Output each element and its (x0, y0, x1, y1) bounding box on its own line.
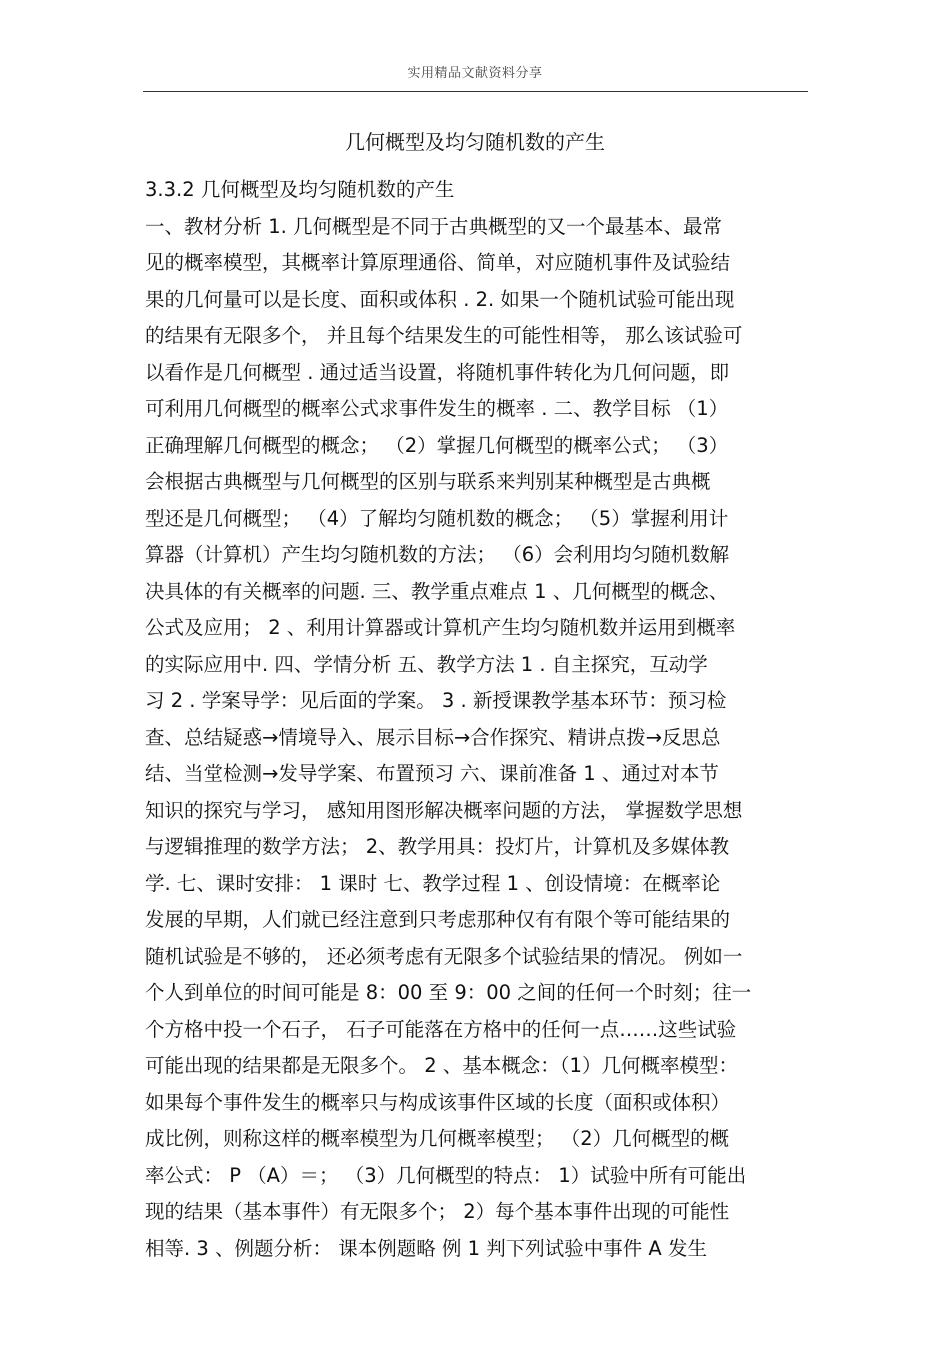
text-line: 率公式： P （A）＝； （3）几何概型的特点： 1）试验中所有可能出 (145, 1163, 747, 1187)
text-line: 见的概率模型，其概率计算原理通俗、简单，对应随机事件及试验结 (145, 251, 731, 274)
document-body (145, 172, 810, 1267)
text-line: 如果每个事件发生的概率只与构成该事件区域的长度（面积或体积） (145, 1090, 731, 1114)
text-line: 算器（计算机）产生均匀随机数的方法； （6）会利用均匀随机数解 (145, 543, 730, 566)
text-line: 现的结果（基本事件）有无限多个； 2）每个基本事件出现的可能性 (145, 1200, 730, 1223)
text-line: 的结果有无限多个， 并且每个结果发生的可能性相等， 那么该试验可 (145, 324, 743, 347)
text-line: 型还是几何概型； （4）了解均匀随机数的概念； （5）掌握利用计 (145, 506, 729, 530)
text-line: 结、当堂检测→发导学案、布置预习 六、课前准备 1 、通过对本节 (145, 762, 719, 785)
text-line: 果的几何量可以是长度、面积或体积 . 2. 如果一个随机试验可能出现 (145, 287, 735, 311)
text-line: 个方格中投一个石子， 石子可能落在方格中的任何一点……这些试验 (145, 1017, 737, 1041)
text-line: 与逻辑推理的数学方法； 2、教学用具：投灯片，计算机及多媒体教 (145, 835, 730, 858)
text-line: 正确理解几何概型的概念； （2）掌握几何概型的概率公式； （3） (145, 433, 729, 457)
text-line: 个人到单位的时间可能是 8：00 至 9：00 之间的任何一个时刻；往一 (145, 981, 752, 1004)
text-line: 习 2 . 学案导学：见后面的学案。 3 . 新授课教学基本环节：预习检 (145, 689, 727, 712)
text-line: 3.3.2 几何概型及均匀随机数的产生 (145, 178, 455, 201)
text-line: 公式及应用； 2 、利用计算器或计算机产生均匀随机数并运用到概率 (145, 616, 736, 639)
text-line: 可能出现的结果都是无限多个。 2 、基本概念：（1）几何概率模型： (145, 1054, 738, 1077)
text-line: 的实际应用中. 四、学情分析 五、教学方法 1 . 自主探究，互动学 (145, 652, 708, 676)
header-divider (143, 91, 808, 92)
page-header: 实用精品文献资料分享 (407, 66, 543, 81)
text-line: 查、总结疑惑→情境导入、展示目标→合作探究、精讲点拨→反思总 (145, 725, 721, 749)
text-line: 一、教材分析 1. 几何概型是不同于古典概型的又一个最基本、最常 (145, 214, 723, 238)
text-line: 决具体的有关概率的问题. 三、教学重点难点 1 、几何概型的概念、 (145, 579, 729, 603)
text-line: 知识的探究与学习， 感知用图形解决概率问题的方法， 掌握数学思想 (145, 798, 743, 822)
text-line: 发展的早期，人们就已经注意到只考虑那种仅有有限个等可能结果的 (145, 908, 731, 931)
text-line: 可利用几何概型的概率公式求事件发生的概率 . 二、教学目标 （1） (145, 397, 729, 420)
text-line: 以看作是几何概型 . 通过适当设置，将随机事件转化为几何问题，即 (145, 360, 730, 384)
text-line: 会根据古典概型与几何概型的区别与联系来判别某种概型是古典概 (145, 470, 711, 493)
text-line: 相等. 3 、例题分析： 课本例题略 例 1 判下列试验中事件 A 发生 (145, 1236, 707, 1260)
text-line: 随机试验是不够的， 还必须考虑有无限多个试验结果的情况。 例如一 (145, 944, 743, 968)
text-line: 成比例，则称这样的概率模型为几何概率模型； （2）几何概型的概 (145, 1127, 730, 1150)
document-title: 几何概型及均匀随机数的产生 (345, 130, 605, 154)
text-line: 学. 七、课时安排： 1 课时 七、教学过程 1 、创设情境：在概率论 (145, 871, 721, 895)
